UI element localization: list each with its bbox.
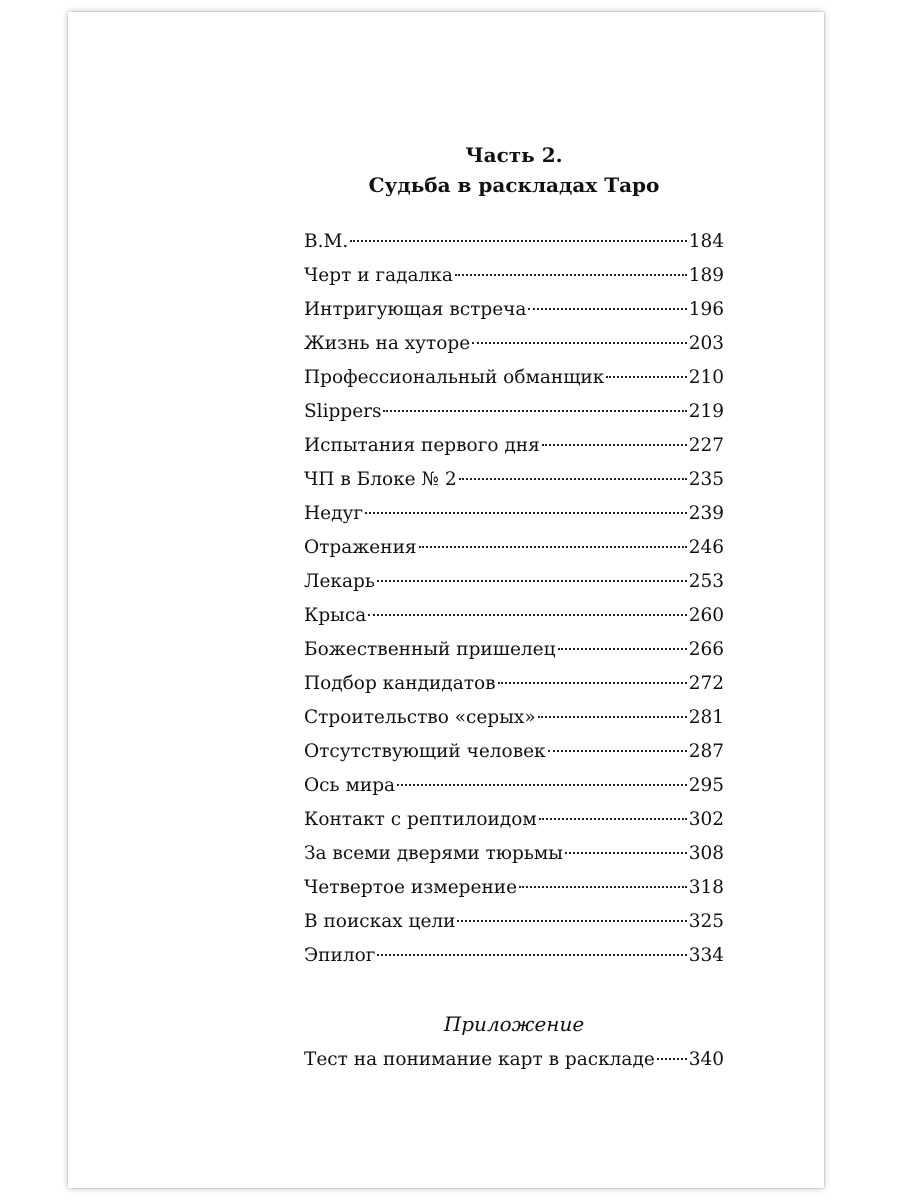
toc-entry-page-number: 203 [688, 333, 724, 354]
dot-leader [419, 546, 687, 548]
toc-entry [304, 293, 724, 327]
toc-entry-page-number: 272 [688, 673, 724, 694]
toc-entry-page-number: 210 [688, 367, 724, 388]
toc-entry-page-number: 239 [688, 503, 724, 524]
toc-entry-title: Эпилог [304, 945, 376, 966]
toc-entry-title: Черт и гадалка [304, 265, 453, 286]
toc-entry [304, 1043, 724, 1077]
toc-entry-page-number: 253 [688, 571, 724, 592]
toc-entry [304, 327, 724, 361]
toc-entry [304, 531, 724, 565]
dot-leader [606, 376, 686, 378]
toc-list [304, 225, 724, 973]
book-page [68, 12, 824, 1188]
toc-entry-page-number: 281 [688, 707, 724, 728]
dot-leader [472, 342, 686, 344]
toc-entry-title: За всеми дверями тюрьмы [304, 843, 563, 864]
toc-entry-title: Ось мира [304, 775, 396, 796]
dot-leader [459, 478, 687, 480]
toc-entry-title: В.М. [304, 231, 349, 252]
toc-entry-page-number: 196 [688, 299, 724, 320]
dot-leader [457, 920, 686, 922]
toc-entry [304, 701, 724, 735]
toc-entry [304, 769, 724, 803]
toc-entry [304, 463, 724, 497]
toc-entry [304, 803, 724, 837]
toc-entry [304, 599, 724, 633]
dot-leader [528, 308, 686, 310]
dot-leader [498, 682, 687, 684]
toc-entry [304, 395, 724, 429]
toc-entry-title: Профессиональный обманщик [304, 367, 605, 388]
toc-entry-page-number: 302 [688, 809, 724, 830]
dot-leader [565, 852, 687, 854]
toc-entry-title: Отражения [304, 537, 417, 558]
toc-entry-title: Крыса [304, 605, 367, 626]
toc-entry-title: Лекарь [304, 571, 375, 592]
toc-entry-page-number: 184 [688, 231, 724, 252]
dot-leader [350, 240, 686, 242]
toc-entry [304, 225, 724, 259]
toc-entry [304, 939, 724, 973]
toc-entry [304, 633, 724, 667]
toc-entry-page-number: 325 [688, 911, 724, 932]
toc-entry-title: Контакт с рептилоидом [304, 809, 537, 830]
appendix-list [304, 1043, 724, 1077]
toc-entry-page-number: 318 [688, 877, 724, 898]
dot-leader [455, 274, 687, 276]
dot-leader [519, 886, 687, 888]
dot-leader [397, 784, 687, 786]
toc-entry-page-number: 246 [688, 537, 724, 558]
toc-entry [304, 905, 724, 939]
toc-entry-page-number: 235 [688, 469, 724, 490]
toc-entry [304, 429, 724, 463]
toc-entry [304, 565, 724, 599]
toc-entry-title: Подбор кандидатов [304, 673, 496, 694]
toc-entry [304, 871, 724, 905]
toc-entry-title: Испытания первого дня [304, 435, 540, 456]
dot-leader [377, 580, 687, 582]
dot-leader [548, 750, 687, 752]
toc-entry-page-number: 227 [688, 435, 724, 456]
appendix-heading: Приложение [443, 1012, 585, 1036]
toc-entry-title: Божественный пришелец [304, 639, 556, 660]
toc-entry-page-number: 219 [688, 401, 724, 422]
toc-entry-page-number: 287 [688, 741, 724, 762]
toc-entry [304, 259, 724, 293]
toc-entry-title: Недуг [304, 503, 364, 524]
dot-leader [365, 512, 687, 514]
toc-entry-title: Slippers [304, 401, 382, 422]
toc-entry-page-number: 334 [688, 945, 724, 966]
toc-entry-title: Отсутствующий человек [304, 741, 546, 762]
toc-entry-title: ЧП в Блоке № 2 [304, 469, 457, 490]
dot-leader [657, 1058, 687, 1060]
toc-entry [304, 735, 724, 769]
dot-leader [542, 444, 687, 446]
toc-entry-page-number: 260 [688, 605, 724, 626]
toc-entry-page-number: 189 [688, 265, 724, 286]
dot-leader [368, 614, 686, 616]
toc-entry-title: Жизнь на хуторе [304, 333, 471, 354]
part-number: Часть 2. [465, 143, 563, 167]
toc-entry [304, 667, 724, 701]
part-title [304, 140, 724, 200]
table-of-contents [304, 140, 724, 1077]
dot-leader [539, 818, 687, 820]
toc-entry-title: Тест на понимание карт в раскладе [304, 1049, 655, 1070]
toc-entry [304, 837, 724, 871]
dot-leader [383, 410, 686, 412]
dot-leader [558, 648, 687, 650]
toc-entry-page-number: 308 [688, 843, 724, 864]
dot-leader [538, 716, 687, 718]
toc-entry-title: Четвертое измерение [304, 877, 518, 898]
toc-entry [304, 497, 724, 531]
toc-entry-title: Строительство «серых» [304, 707, 536, 728]
toc-entry-page-number: 266 [688, 639, 724, 660]
toc-entry-title: Интригующая встреча [304, 299, 527, 320]
toc-entry-title: В поисках цели [304, 911, 456, 932]
toc-entry-page-number: 295 [688, 775, 724, 796]
part-name: Судьба в раскладах Таро [368, 173, 660, 197]
toc-entry [304, 361, 724, 395]
dot-leader [377, 954, 686, 956]
toc-entry-page-number: 340 [688, 1049, 724, 1070]
